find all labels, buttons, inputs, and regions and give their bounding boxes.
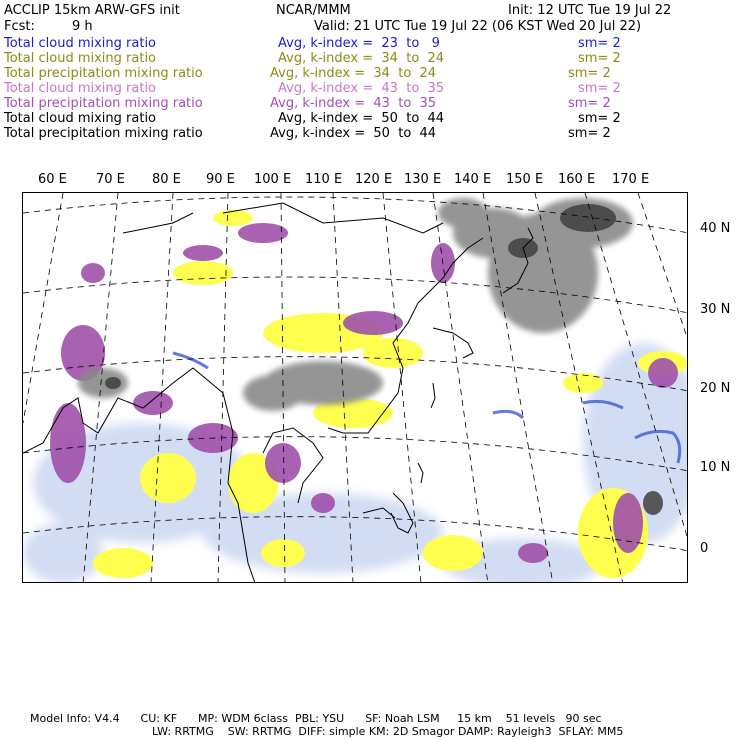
legend-field: Total cloud mixing ratio [4,81,157,96]
legend-sm: sm= 2 [578,51,621,66]
lon-label: 90 E [206,172,235,187]
init-time: Init: 12 UTC Tue 19 Jul 22 [508,3,672,18]
lat-label: 40 N [700,221,731,236]
legend-sm: sm= 2 [578,36,621,51]
lat-label: 30 N [700,302,731,317]
lat-label: 0 [700,541,709,556]
legend-field: Total cloud mixing ratio [4,111,157,126]
legend-sm: sm= 2 [568,96,611,111]
forecast-hours: 9 h [72,19,93,34]
forecast-label: Fcst: [4,19,35,34]
lon-label: 100 E [254,172,292,187]
legend-field: Total precipitation mixing ratio [4,66,203,81]
lon-label: 80 E [152,172,181,187]
lon-label: 140 E [454,172,492,187]
legend-field: Total cloud mixing ratio [4,51,157,66]
lon-label: 120 E [355,172,393,187]
legend-avg: Avg, k-index = 34 to 24 [270,66,437,81]
high-cloud-layer [78,198,633,411]
lon-label: 160 E [558,172,596,187]
map-panel [22,192,688,583]
lon-label: 60 E [38,172,67,187]
legend-sm: sm= 2 [568,66,611,81]
legend-avg: Avg, k-index = 50 to 44 [278,111,445,126]
lon-label: 110 E [305,172,343,187]
lon-label: 150 E [506,172,544,187]
lon-label: 130 E [404,172,442,187]
legend-field: Total cloud mixing ratio [4,36,157,51]
lon-label: 170 E [612,172,650,187]
lat-label: 20 N [700,381,731,396]
map-canvas [23,193,688,583]
legend-avg: Avg, k-index = 50 to 44 [270,126,437,141]
model-info-line1: Model Info: V4.4 CU: KF MP: WDM 6class PBL: YSU SF: Noah LSM 15 km 51 levels 90 sec [30,712,602,725]
lon-label: 70 E [96,172,125,187]
center-label: NCAR/MMM [276,3,351,18]
valid-time: Valid: 21 UTC Tue 19 Jul 22 (06 KST Wed 20 Jul 22) [314,19,642,34]
legend-avg: Avg, k-index = 34 to 24 [278,51,445,66]
legend-sm: sm= 2 [578,111,621,126]
legend-avg: Avg, k-index = 43 to 35 [278,81,445,96]
model-title: ACCLIP 15km ARW-GFS init [4,3,180,18]
model-info-line2: LW: RRTMG SW: RRTMG DIFF: simple KM: 2D Smagor DAMP: Rayleigh3 SFLAY: MM5 [152,725,624,738]
lat-label: 10 N [700,460,731,475]
legend-avg: Avg, k-index = 23 to 9 [278,36,440,51]
legend-sm: sm= 2 [568,126,611,141]
legend-sm: sm= 2 [578,81,621,96]
legend-field: Total precipitation mixing ratio [4,96,203,111]
legend-field: Total precipitation mixing ratio [4,126,203,141]
legend-avg: Avg, k-index = 43 to 35 [270,96,437,111]
